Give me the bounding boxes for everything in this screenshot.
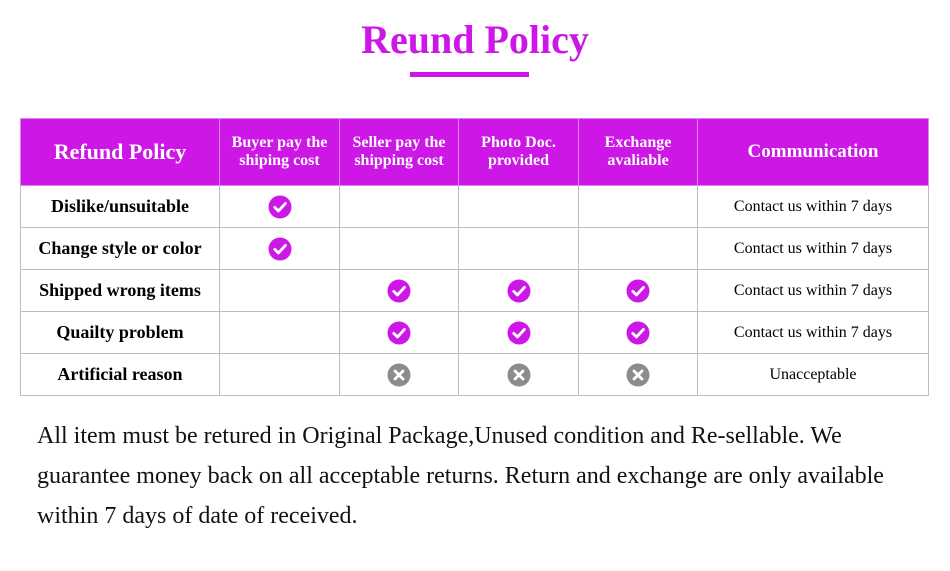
photo-doc-cell bbox=[459, 228, 579, 270]
seller-pay-cell bbox=[340, 270, 459, 312]
column-header-photo-doc: Photo Doc. provided bbox=[459, 119, 579, 186]
reason-cell: Dislike/unsuitable bbox=[21, 186, 220, 228]
buyer-pay-cell bbox=[220, 186, 340, 228]
communication-cell: Unacceptable bbox=[698, 354, 929, 396]
exchange-cell bbox=[579, 270, 698, 312]
reason-cell: Artificial reason bbox=[21, 354, 220, 396]
page-title: Reund Policy bbox=[361, 17, 589, 62]
buyer-pay-cell bbox=[220, 270, 340, 312]
exchange-cell bbox=[579, 354, 698, 396]
refund-policy-table bbox=[20, 118, 929, 396]
column-header-buyer-pay: Buyer pay the shiping cost bbox=[220, 119, 340, 186]
buyer-pay-cell bbox=[220, 312, 340, 354]
policy-note: All item must be retured in Original Package,Unused condition and Re-sellable. We guarantee money back on all acceptable returns. Return and exchange are only available within 7 days of date of received. bbox=[37, 423, 884, 529]
seller-pay-cell bbox=[340, 354, 459, 396]
communication-cell: Contact us within 7 days bbox=[698, 186, 929, 228]
table-row bbox=[21, 354, 929, 396]
exchange-cell bbox=[579, 312, 698, 354]
table-row bbox=[21, 186, 929, 228]
table-row bbox=[21, 312, 929, 354]
seller-pay-cell bbox=[340, 312, 459, 354]
column-header-exchange: Exchange avaliable bbox=[579, 119, 698, 186]
photo-doc-cell bbox=[459, 354, 579, 396]
reason-cell: Quailty problem bbox=[21, 312, 220, 354]
communication-cell: Contact us within 7 days bbox=[698, 312, 929, 354]
reason-cell: Change style or color bbox=[21, 228, 220, 270]
table-header-row bbox=[21, 119, 929, 186]
seller-pay-cell bbox=[340, 186, 459, 228]
photo-doc-cell bbox=[459, 312, 579, 354]
check-icon bbox=[507, 321, 531, 345]
communication-cell: Contact us within 7 days bbox=[698, 228, 929, 270]
cross-icon bbox=[387, 363, 411, 387]
check-icon bbox=[268, 195, 292, 219]
check-icon bbox=[626, 279, 650, 303]
table-row bbox=[21, 270, 929, 312]
exchange-cell bbox=[579, 186, 698, 228]
reason-cell: Shipped wrong items bbox=[21, 270, 220, 312]
buyer-pay-cell bbox=[220, 354, 340, 396]
exchange-cell bbox=[579, 228, 698, 270]
check-icon bbox=[268, 237, 292, 261]
buyer-pay-cell bbox=[220, 228, 340, 270]
column-header-refund-policy: Refund Policy bbox=[21, 119, 220, 186]
cross-icon bbox=[507, 363, 531, 387]
seller-pay-cell bbox=[340, 228, 459, 270]
check-icon bbox=[507, 279, 531, 303]
check-icon bbox=[387, 321, 411, 345]
communication-cell: Contact us within 7 days bbox=[698, 270, 929, 312]
check-icon bbox=[387, 279, 411, 303]
check-icon bbox=[626, 321, 650, 345]
table-row bbox=[21, 228, 929, 270]
column-header-seller-pay: Seller pay the shipping cost bbox=[340, 119, 459, 186]
photo-doc-cell bbox=[459, 186, 579, 228]
column-header-communication: Communication bbox=[698, 119, 929, 186]
photo-doc-cell bbox=[459, 270, 579, 312]
title-underline bbox=[410, 72, 529, 77]
cross-icon bbox=[626, 363, 650, 387]
